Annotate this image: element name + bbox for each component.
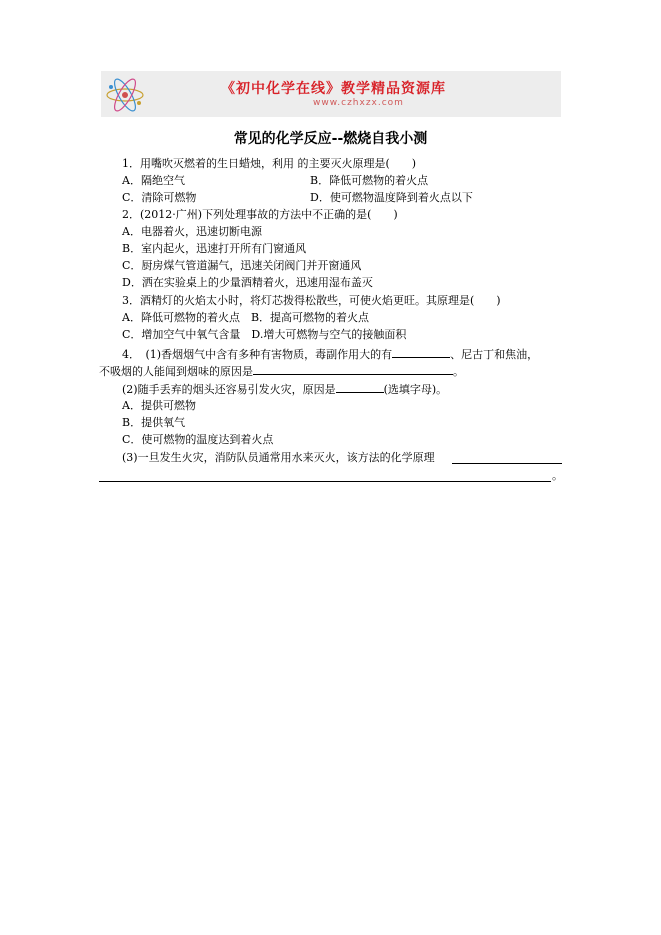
q2-option-b: B．室内起火，迅速打开所有门窗通风 bbox=[122, 242, 307, 255]
q4-line1 bbox=[122, 346, 538, 361]
q1-stem: 1．用嘴吹灭燃着的生日蜡烛，利用 的主要灭火原理是( ) bbox=[122, 157, 417, 170]
q4-part2 bbox=[122, 381, 447, 396]
q2-stem: 2．(2012·广州)下列处理事故的方法中不正确的是( ) bbox=[122, 208, 398, 221]
q4-part3-text: (3)一旦发生火灾，消防队员通常用水来灭火，该方法的化学原理 bbox=[122, 451, 435, 464]
q4-line2-text-a: 不吸烟的人能闻到烟味的原因是 bbox=[99, 365, 253, 378]
q1-option-c: C．清除可燃物 bbox=[122, 191, 197, 204]
document-title: 常见的化学反应--燃烧自我小测 bbox=[233, 131, 428, 147]
q4-part2-option-c: C．使可燃物的温度达到着火点 bbox=[122, 433, 274, 446]
banner-url: www.czhxzx.com bbox=[313, 98, 404, 108]
q4-part2-option-a: A．提供可燃物 bbox=[122, 399, 196, 412]
q4-blank-1[interactable] bbox=[392, 346, 450, 358]
q4-blank-2[interactable] bbox=[253, 363, 453, 375]
q4-blank-5[interactable] bbox=[99, 481, 551, 482]
q1-option-a: A．隔绝空气 bbox=[122, 174, 185, 187]
atom-logo-icon bbox=[103, 71, 147, 117]
q3-options-ab: A．降低可燃物的着火点 B．提高可燃物的着火点 bbox=[122, 311, 370, 324]
q4-part2-text-b: (选填字母)。 bbox=[383, 383, 448, 396]
q1-option-d: D．使可燃物温度降到着火点以下 bbox=[310, 191, 473, 204]
q4-blank-3[interactable] bbox=[336, 381, 384, 393]
q4-part2-option-b: B．提供氧气 bbox=[122, 416, 186, 429]
q2-option-c: C．厨房煤气管道漏气，迅速关闭阀门并开窗通风 bbox=[122, 259, 362, 272]
q4-line1-text-b: 、尼古丁和焦油， bbox=[450, 348, 539, 361]
q4-line1-text-a: 4． (1)香烟烟气中含有多种有害物质，毒副作用大的有 bbox=[122, 348, 393, 361]
q2-option-d: D．洒在实验桌上的少量酒精着火，迅速用湿布盖灭 bbox=[122, 276, 373, 289]
header-banner bbox=[101, 71, 561, 117]
q4-end-period: 。 bbox=[552, 469, 563, 482]
q4-blank-4[interactable] bbox=[452, 463, 562, 464]
q4-line2 bbox=[99, 363, 464, 378]
q4-line2-text-b: 。 bbox=[453, 365, 464, 378]
q4-part2-text-a: (2)随手丢弃的烟头还容易引发火灾，原因是 bbox=[122, 383, 336, 396]
banner-title: 《初中化学在线》教学精品资源库 bbox=[221, 81, 446, 97]
q1-option-b: B．降低可燃物的着火点 bbox=[310, 174, 429, 187]
q3-options-cd: C．增加空气中氧气含量 D.增大可燃物与空气的接触面积 bbox=[122, 328, 407, 341]
q2-option-a: A．电器着火，迅速切断电源 bbox=[122, 225, 262, 238]
q3-stem: 3．酒精灯的火焰太小时，将灯芯拨得松散些，可使火焰更旺。其原理是( ) bbox=[122, 294, 501, 307]
q4-part3 bbox=[122, 451, 435, 464]
